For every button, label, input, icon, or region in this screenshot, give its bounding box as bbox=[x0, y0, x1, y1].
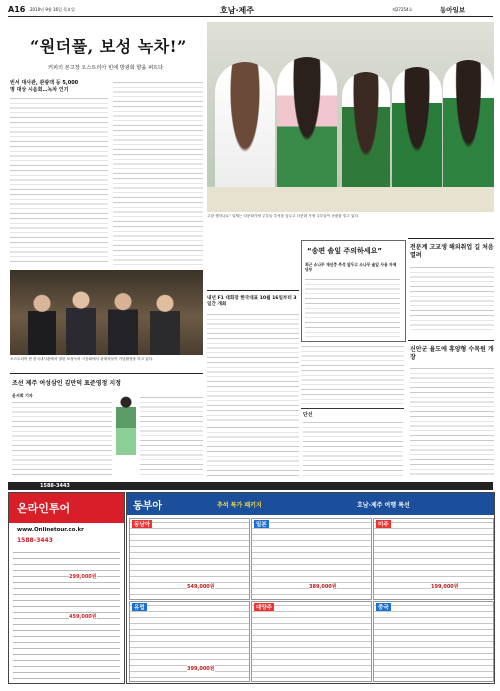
story3-lower-body bbox=[207, 425, 299, 478]
travel-ad-grid bbox=[126, 492, 495, 684]
ad-top-band bbox=[8, 482, 493, 490]
story3-rule bbox=[207, 290, 299, 291]
story2-byline: 윤서희 기자 bbox=[12, 393, 33, 398]
ad-banner-right: 호남·제주 여행 특선 bbox=[357, 502, 410, 509]
masthead-rule bbox=[8, 16, 493, 17]
newspaper-name: 동아일보 bbox=[440, 6, 466, 14]
lead-body-col2 bbox=[113, 80, 203, 266]
page-number: A16 bbox=[8, 5, 26, 14]
photo-person-3 bbox=[108, 290, 138, 355]
songpyeon-lower-body bbox=[301, 344, 404, 404]
ad-panel-3-price: 199,000원 bbox=[431, 584, 459, 590]
ad-panel-3-title: 미주 bbox=[378, 522, 389, 528]
ad-header-bar bbox=[127, 493, 494, 515]
story2-body-2 bbox=[140, 395, 203, 478]
story3-body bbox=[207, 312, 299, 422]
ad-panel-2-price: 389,000원 bbox=[309, 584, 337, 590]
lead-deck: 빈서 대사관, 관광객 등 5,000 명 대상 시음회…녹차 인기 bbox=[10, 80, 79, 93]
ad-panel-4-price: 399,000원 bbox=[187, 666, 215, 672]
songpyeon-body bbox=[305, 277, 400, 337]
ad-panel-1-price: 549,000원 bbox=[187, 584, 215, 590]
ad-panel-6-title: 중국 bbox=[378, 605, 389, 611]
right2-body bbox=[410, 366, 494, 476]
ad-banner-left: 추석 특가 패키지 bbox=[217, 502, 262, 509]
story2-rule bbox=[10, 373, 203, 374]
onlinetour-url[interactable]: www.Onlinetour.co.kr bbox=[17, 527, 84, 533]
story2-headline: 조선 제주 여성삼인 김만덕 표준영정 지정 bbox=[12, 380, 121, 387]
onlinetour-name: 온라인투어 bbox=[17, 502, 71, 515]
short-news-body bbox=[303, 420, 403, 476]
right1-body bbox=[410, 265, 494, 333]
songpyeon-headline: “송편 솔잎 주의하세요” bbox=[307, 247, 382, 255]
dongbu-title: 동부아 bbox=[133, 501, 162, 512]
ad-panel-2-title: 일본 bbox=[256, 522, 267, 528]
photo-table bbox=[207, 187, 494, 212]
story2-body bbox=[12, 400, 112, 478]
left-photo-caption: 오스트리아 빈 한국대사관에서 열린 보성녹차 시음회에서 관계자들이 기념촬영을 하고 있다. bbox=[10, 357, 154, 361]
right1-headline: 전문계 고교생 해외취업 길 처음 열려 bbox=[410, 244, 494, 259]
main-photo-caption: 고향 생각나요” 일제는 다문화가정 주부들 추석을 앞두고 다문화 가정 주부들이 송편을 빚고 있다. bbox=[207, 214, 360, 218]
onlinetour-listing bbox=[13, 549, 120, 679]
left-photo bbox=[10, 270, 203, 355]
ad-panel-1-title: 동남아 bbox=[134, 522, 150, 528]
portrait-hanbok bbox=[116, 395, 136, 455]
short-news-label: 단신 bbox=[303, 412, 313, 418]
issue-date: 2010년 9월 16일 목요일 bbox=[30, 7, 75, 12]
ad-panel-6 bbox=[373, 601, 494, 682]
photo-person-4 bbox=[150, 292, 180, 355]
songpyeon-sub: 최근 소나무 재선충 추석 앞두고 소나무 솔잎 사용 자제 당부 bbox=[305, 262, 397, 272]
photo-person-2 bbox=[66, 288, 96, 355]
right1-rule bbox=[408, 238, 494, 239]
ad-panel-5-title: 대양주 bbox=[256, 605, 272, 611]
onlinetour-ad bbox=[8, 492, 125, 684]
lead-headline: “원더풀, 보성 녹차!” bbox=[30, 37, 187, 56]
photo-person-1 bbox=[28, 292, 56, 355]
section-title: 호남·제주 bbox=[220, 6, 254, 15]
ad-top-band-text: 1588-3443 bbox=[40, 483, 70, 489]
onlinetour-price-1: 299,000원 bbox=[69, 574, 97, 580]
ad-panel-4-title: 유럽 bbox=[134, 605, 145, 611]
main-photo bbox=[207, 22, 494, 212]
lead-subhead: 커피의 본고장 오스트리아 빈에 방광회 향을 퍼뜨다 bbox=[48, 65, 164, 71]
lead-body-col1 bbox=[10, 96, 108, 266]
onlinetour-price-2: 459,000원 bbox=[69, 614, 97, 620]
issue-number: 제27254호 bbox=[392, 7, 413, 12]
ad-panel-5 bbox=[251, 601, 372, 682]
right2-headline: 신안군 율도에 휴양형 수목원 개장 bbox=[410, 346, 494, 361]
right2-rule bbox=[408, 340, 494, 341]
onlinetour-phone: 1588-3443 bbox=[17, 537, 53, 544]
story3-headline: 내년 F1 대회장 한국대표 10월 16일부터 3일간 개최 bbox=[207, 296, 297, 307]
